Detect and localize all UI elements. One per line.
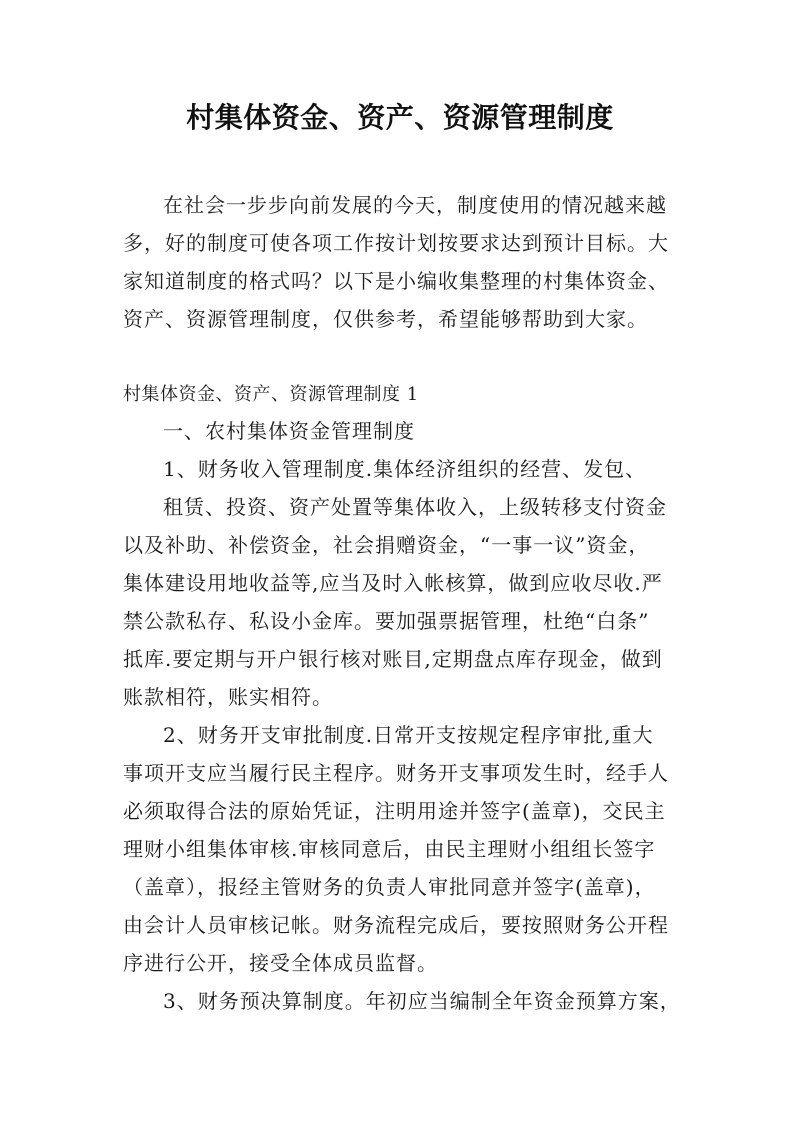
body-line: 以及补助、补偿资金，社会捐赠资金，“一事一议”资金， — [123, 533, 650, 557]
body-line: （盖章），报经主管财务的负责人审批同意并签字(盖章)， — [123, 875, 656, 899]
body-line: 租赁、投资、资产处置等集体收入，上级转移支付资金 — [163, 495, 667, 519]
intro-line: 多，好的制度可使各项工作按计划按要求达到预计目标。大 — [123, 231, 669, 255]
section-heading: 村集体资金、资产、资源管理制度 1 — [123, 384, 419, 405]
intro-line: 在社会一步步向前发展的今天，制度使用的情况越来越 — [163, 193, 667, 217]
document-title: 村集体资金、资产、资源管理制度 — [186, 101, 614, 134]
body-line: 理财小组集体审核.审核同意后，由民主理财小组组长签字 — [123, 837, 656, 861]
body-line: 账款相符，账实相符。 — [123, 685, 333, 709]
body-line: 事项开支应当履行民主程序。财务开支事项发生时，经手人 — [123, 761, 669, 785]
body-line: 2、财务开支审批制度.日常开支按规定程序审批,重大 — [163, 723, 654, 747]
body-line: 集体建设用地收益等,应当及时入帐核算，做到应收尽收.严 — [123, 571, 663, 595]
body-line: 3、财务预决算制度。年初应当编制全年资金预算方案， — [163, 989, 681, 1013]
intro-line: 资产、资源管理制度，仅供参考，希望能够帮助到大家。 — [123, 307, 648, 331]
body-line: 禁公款私存、私设小金库。要加强票据管理，杜绝“白条” — [123, 609, 650, 633]
body-line: 1、财务收入管理制度.集体经济组织的经营、发包、 — [163, 457, 647, 481]
subsection-heading: 一、农村集体资金管理制度 — [163, 419, 415, 443]
body-line: 序进行公开，接受全体成员监督。 — [123, 951, 438, 975]
body-line: 抵库.要定期与开户银行核对账目,定期盘点库存现金，做到 — [123, 647, 663, 671]
body-line: 由会计人员审核记帐。财务流程完成后，要按照财务公开程 — [123, 913, 669, 937]
body-line: 必须取得合法的原始凭证，注明用途并签字(盖章)，交民主 — [123, 799, 666, 823]
intro-line: 家知道制度的格式吗？以下是小编收集整理的村集体资金、 — [123, 269, 669, 293]
